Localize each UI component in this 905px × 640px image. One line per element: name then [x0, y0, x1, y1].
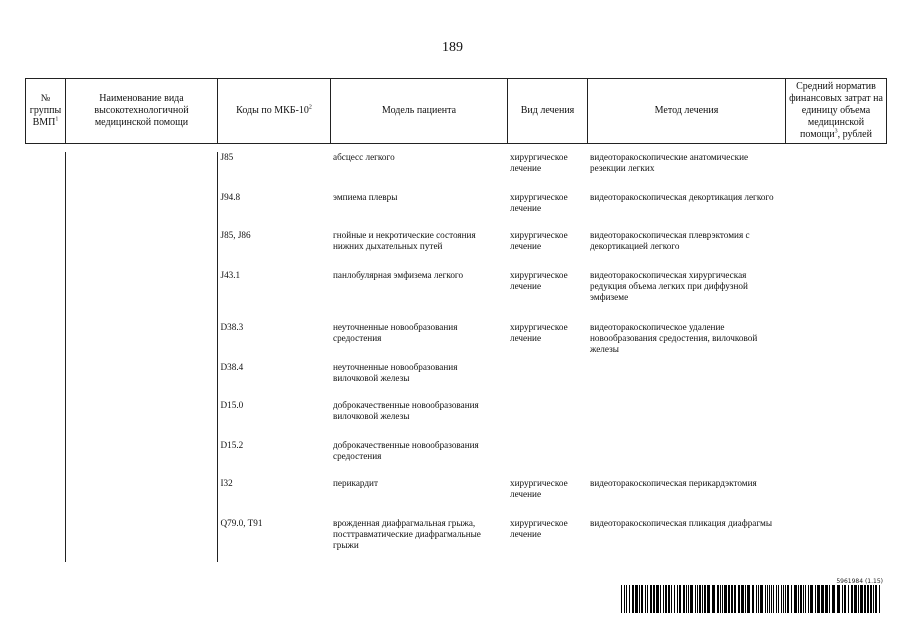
cell-treatment-method: видеоторакоскопическая плеврэктомия с декортикацией легкого — [590, 230, 750, 251]
cell-treatment-method: видеоторакоскопическая перикардэктомия — [590, 478, 757, 488]
cell-cost — [785, 322, 886, 362]
cell-group — [25, 362, 65, 400]
table-row — [25, 152, 886, 192]
cell-cost — [785, 440, 886, 478]
cell-patient-model: неуточненные новообразования средостения — [333, 322, 458, 343]
cell-group — [25, 192, 65, 230]
cell-treatment-type: хирургическое лечение — [510, 152, 568, 173]
cell-care-type — [65, 230, 217, 270]
cell-icd-code: D15.2 — [220, 440, 244, 450]
cell-group — [25, 400, 65, 440]
cell-icd-code: J94.8 — [220, 192, 241, 202]
cell-treatment-method: видеоторакоскопическая пликация диафрагмы — [590, 518, 772, 528]
cell-care-type — [65, 440, 217, 478]
cell-care-type — [65, 270, 217, 322]
cell-icd-code: D38.3 — [220, 322, 244, 332]
header-treatment-method: Метод лечения — [588, 79, 786, 144]
cell-treatment-method: видеоторакоскопическая хирургическая редукция объема легких при диффузной эмфиземе — [590, 270, 748, 302]
cell-patient-model: панлобулярная эмфизема легкого — [333, 270, 464, 280]
cell-icd-code: J43.1 — [220, 270, 241, 280]
header-treatment-type: Вид лечения — [508, 79, 588, 144]
cell-icd-code: Q79.0, T91 — [220, 518, 263, 528]
cell-treatment-method: видеоторакоскопическое удаление новообразования средостения, вилочковой железы — [590, 322, 758, 354]
cell-treatment-type: хирургическое лечение — [510, 478, 568, 499]
cell-care-type — [65, 478, 217, 518]
cell-patient-model: гнойные и некротические состояния нижних дыхательных путей — [333, 230, 476, 251]
cell-group — [25, 322, 65, 362]
cell-treatment-type — [507, 440, 587, 478]
header-patient-model: Модель пациента — [331, 79, 508, 144]
table-row — [25, 322, 886, 362]
cell-patient-model: эмпиема плевры — [333, 192, 398, 202]
header-icd-codes: Коды по МКБ-$10^2$ — [218, 79, 331, 144]
table-row — [25, 362, 886, 400]
cell-treatment-type: хирургическое лечение — [510, 270, 568, 291]
cell-group — [25, 230, 65, 270]
table-row — [25, 270, 886, 322]
cell-cost — [785, 518, 886, 562]
cell-treatment-method — [587, 362, 785, 400]
header-cost-standard: Средний норматив финансовых затрат на единицу объема медицинской помощи$^3$, рублей — [786, 79, 887, 144]
cell-icd-code: D38.4 — [220, 362, 244, 372]
cell-icd-code: J85 — [220, 152, 234, 162]
cell-cost — [785, 270, 886, 322]
table-row — [25, 518, 886, 562]
cell-patient-model: доброкачественные новообразования вилочковой железы — [333, 400, 479, 421]
cell-treatment-method: видеоторакоскопическая декортикация легкого — [590, 192, 774, 202]
page-number: 189 — [442, 40, 463, 55]
cell-group — [25, 440, 65, 478]
table-row — [25, 230, 886, 270]
cell-patient-model: перикардит — [333, 478, 378, 488]
cell-care-type — [65, 192, 217, 230]
cell-treatment-type: хирургическое лечение — [510, 192, 568, 213]
cell-cost — [785, 152, 886, 192]
cell-care-type — [65, 322, 217, 362]
header-care-type-name: Наименование вида высокотехнологичной медицинской помощи — [66, 79, 218, 144]
cell-care-type — [65, 518, 217, 562]
cell-treatment-type — [507, 400, 587, 440]
cell-icd-code: J85, J86 — [220, 230, 251, 240]
cell-group — [25, 478, 65, 518]
table-row — [25, 440, 886, 478]
barcode — [621, 578, 883, 614]
barcode-number: 5961984 (1.15) — [836, 578, 883, 585]
cell-icd-code: D15.0 — [220, 400, 244, 410]
barcode-image — [621, 585, 883, 613]
cell-treatment-type: хирургическое лечение — [510, 518, 568, 539]
cell-group — [25, 270, 65, 322]
table-row — [25, 478, 886, 518]
cell-cost — [785, 192, 886, 230]
header-group-number: № группы ВМП$^1$ — [26, 79, 66, 144]
cell-treatment-method — [587, 400, 785, 440]
cell-cost — [785, 362, 886, 400]
cell-care-type — [65, 362, 217, 400]
table-row — [25, 400, 886, 440]
cell-treatment-type: хирургическое лечение — [510, 230, 568, 251]
cell-treatment-method — [587, 440, 785, 478]
cell-patient-model: абсцесс легкого — [333, 152, 395, 162]
cell-patient-model: доброкачественные новообразования средостения — [333, 440, 479, 461]
cell-group — [25, 518, 65, 562]
cell-cost — [785, 230, 886, 270]
cell-patient-model: врожденная диафрагмальная грыжа, посттравматические диафрагмальные грыжи — [333, 518, 481, 550]
cell-cost — [785, 400, 886, 440]
cell-care-type — [65, 152, 217, 192]
cell-treatment-type: хирургическое лечение — [510, 322, 568, 343]
cell-care-type — [65, 400, 217, 440]
cell-icd-code: I32 — [220, 478, 233, 488]
cell-treatment-method: видеоторакоскопические анатомические резекции легких — [590, 152, 749, 173]
table-header — [25, 78, 887, 144]
cell-treatment-type — [507, 362, 587, 400]
table-row — [25, 192, 886, 230]
cell-group — [25, 152, 65, 192]
table-body — [25, 152, 887, 562]
cell-patient-model: неуточненные новообразования вилочковой железы — [333, 362, 458, 383]
cell-cost — [785, 478, 886, 518]
